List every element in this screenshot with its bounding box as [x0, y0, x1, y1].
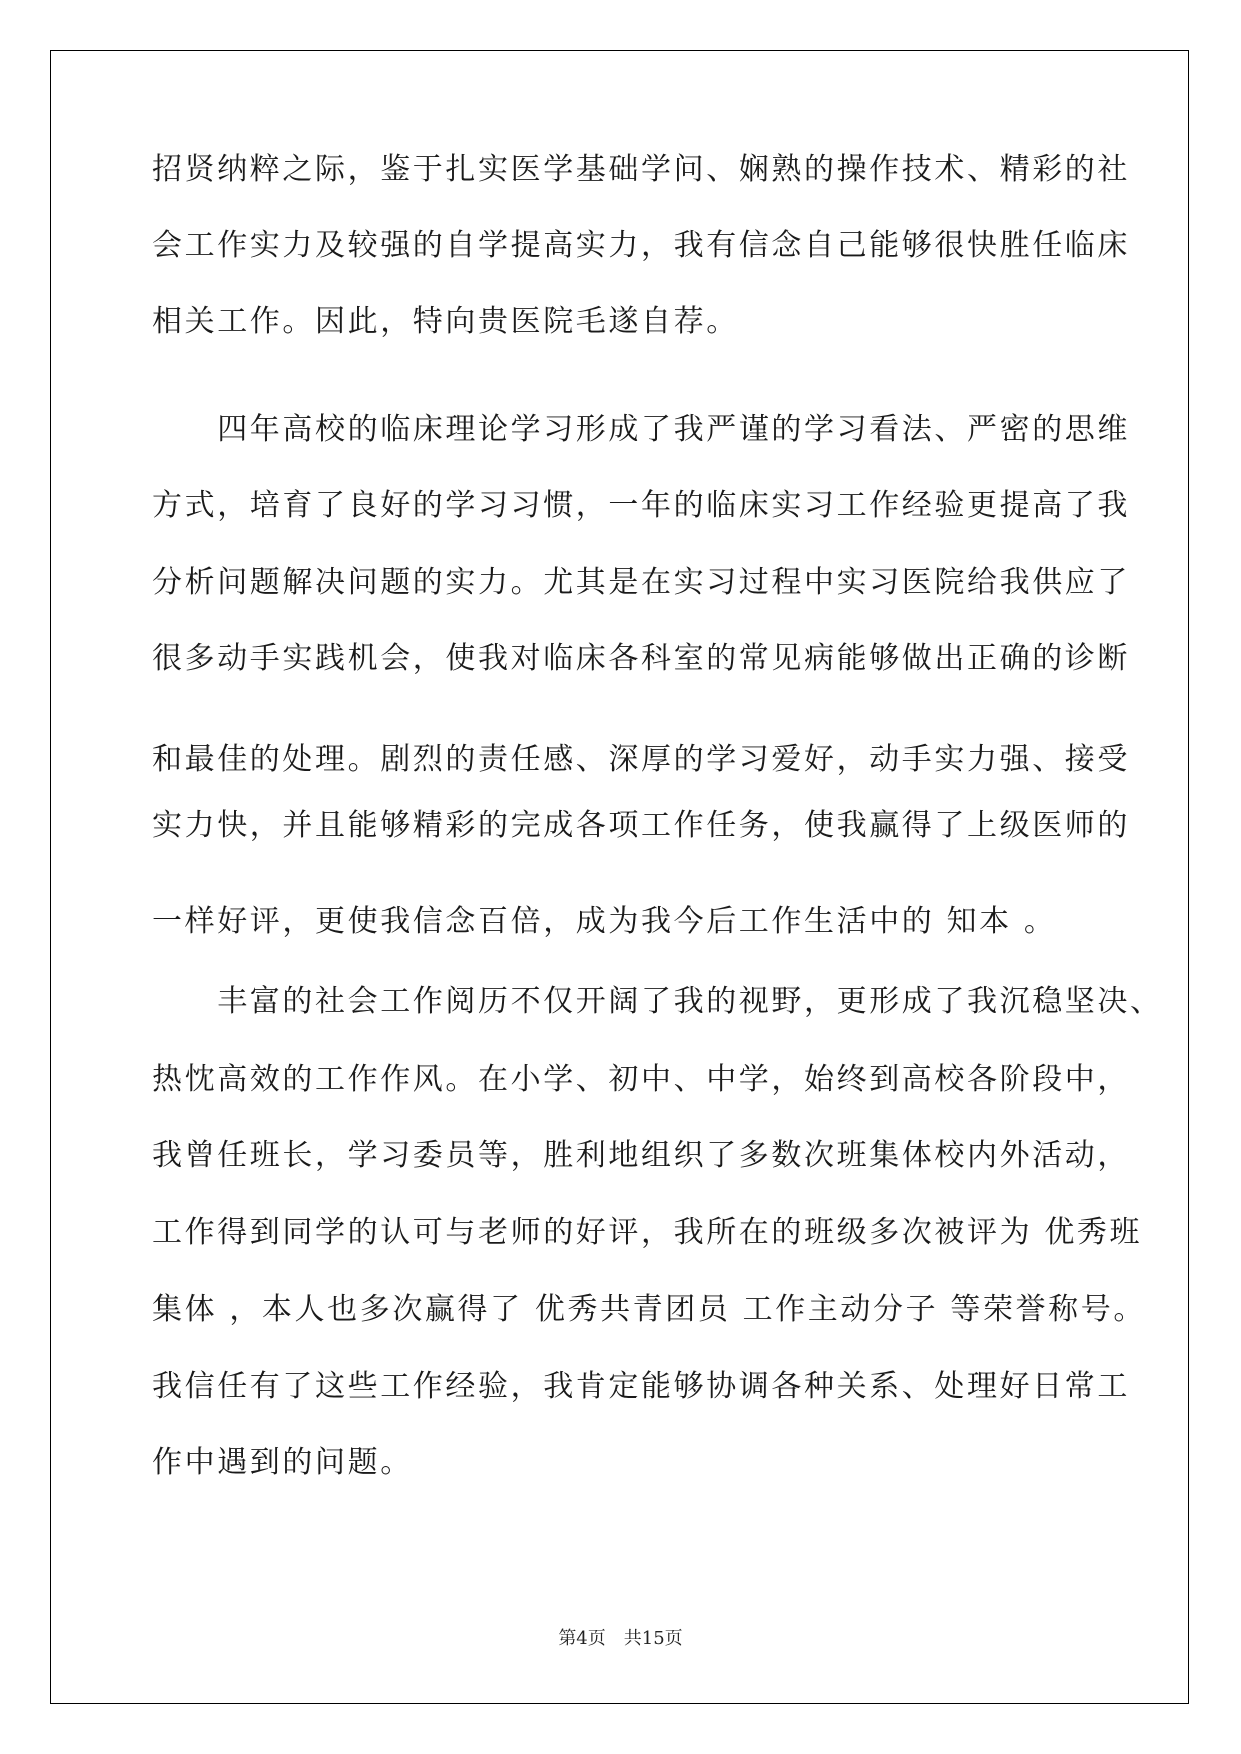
text-line: 作中遇到的问题。 — [152, 1445, 413, 1480]
text-line: 丰富的社会工作阅历不仅开阔了我的视野，更形成了我沉稳坚决、 — [152, 984, 1163, 1019]
text-line: 我曾任班长，学习委员等，胜利地组织了多数次班集体校内外活动， — [152, 1138, 1130, 1173]
text-line: 很多动手实践机会，使我对临床各科室的常见病能够做出正确的诊断 — [152, 641, 1130, 676]
text-line: 会工作实力及较强的自学提高实力，我有信念自己能够很快胜任临床 — [152, 228, 1130, 263]
text-line: 工作得到同学的认可与老师的好评，我所在的班级多次被评为 优秀班 — [152, 1215, 1143, 1250]
text-line: 招贤纳粹之际，鉴于扎实医学基础学问、娴熟的操作技术、精彩的社 — [152, 152, 1130, 187]
text-line: 集体 ，本人也多次赢得了 优秀共青团员 工作主动分子 等荣誉称号。 — [152, 1292, 1146, 1327]
text-line: 实力快，并且能够精彩的完成各项工作任务，使我赢得了上级医师的 — [152, 808, 1130, 843]
text-line: 四年高校的临床理论学习形成了我严谨的学习看法、严密的思维 — [152, 412, 1130, 447]
text-line: 相关工作。因此，特向贵医院毛遂自荐。 — [152, 304, 739, 339]
text-line: 和最佳的处理。剧烈的责任感、深厚的学习爱好，动手实力强、接受 — [152, 742, 1130, 777]
page-number-footer: 第4页 共15页 — [558, 1628, 683, 1649]
text-line: 分析问题解决问题的实力。尤其是在实习过程中实习医院给我供应了 — [152, 565, 1130, 600]
text-line: 热忱高效的工作作风。在小学、初中、中学，始终到高校各阶段中， — [152, 1062, 1130, 1097]
text-line: 我信任有了这些工作经验，我肯定能够协调各种关系、处理好日常工 — [152, 1369, 1130, 1404]
text-line: 方式，培育了良好的学习习惯，一年的临床实习工作经验更提高了我 — [152, 488, 1130, 523]
text-line: 一样好评，更使我信念百倍，成为我今后工作生活中的 知本 。 — [152, 904, 1057, 939]
